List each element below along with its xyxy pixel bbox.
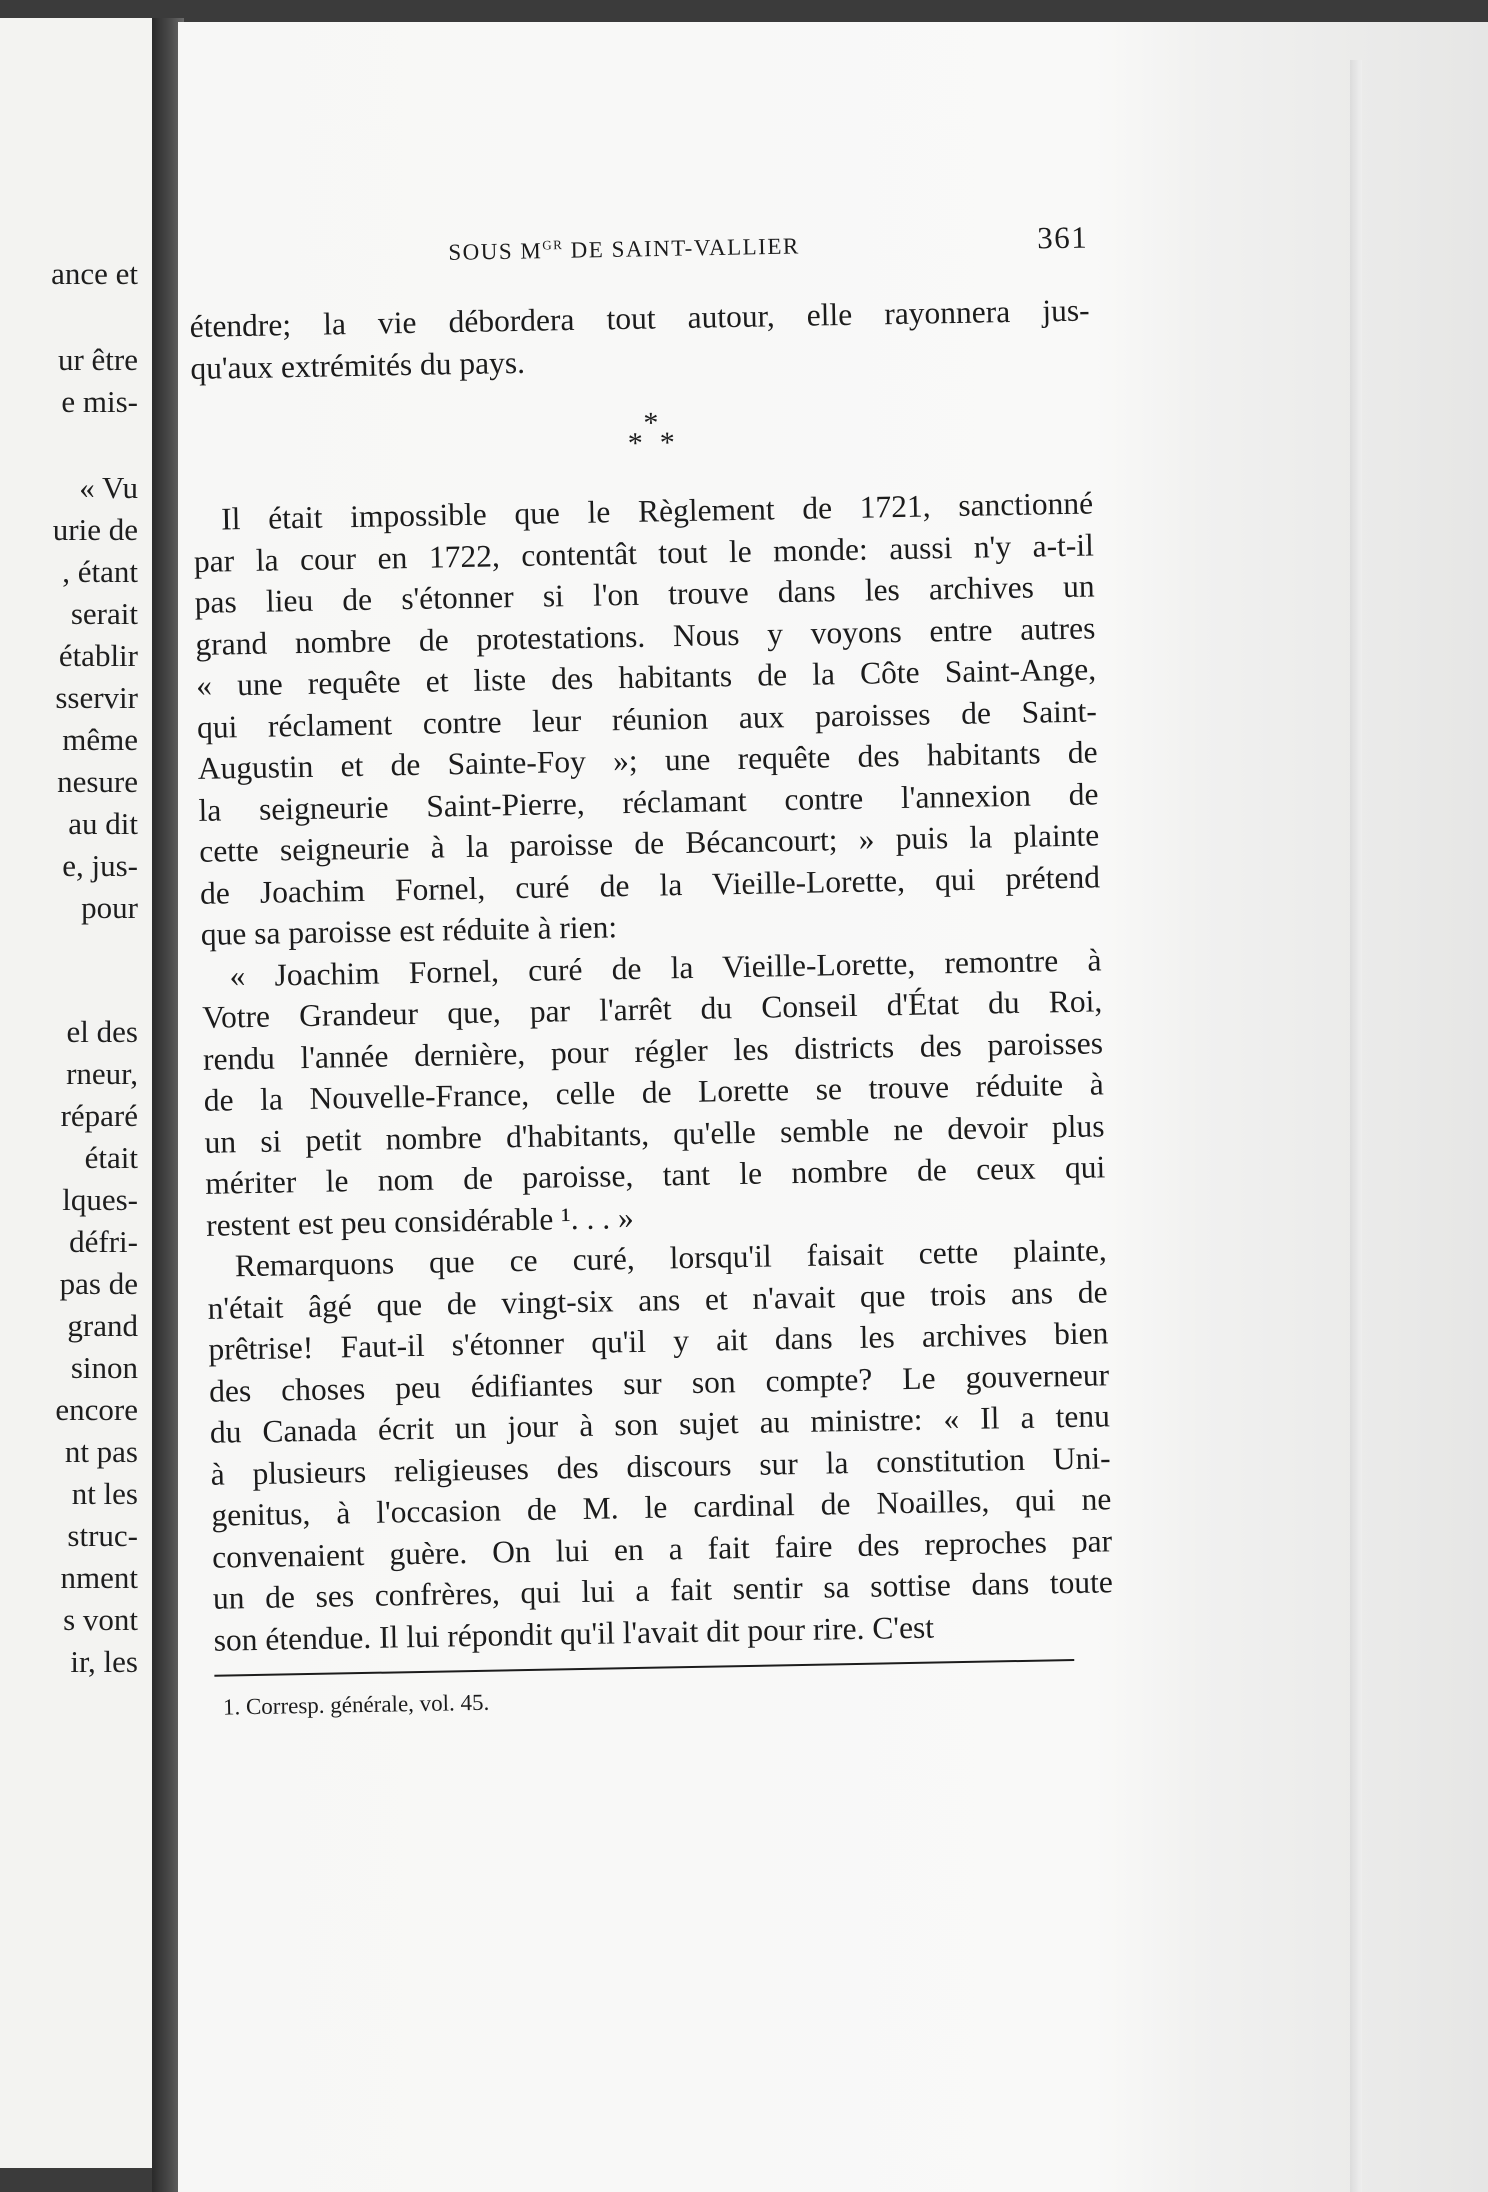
text-line: des choses peu édifiantes sur son compte? Le gouverneur: [208, 1356, 1110, 1409]
asterism-star: *: [643, 406, 659, 440]
left-page-line: s vont: [63, 1602, 138, 1637]
asterism-divider: [191, 372, 1093, 498]
text-line: « une requête et liste des habitants de la Côte Saint-Ange,: [195, 651, 1097, 703]
paragraph-2: [193, 482, 1101, 955]
left-page-line: ir, les: [70, 1644, 138, 1679]
left-page-line: sinon: [70, 1350, 138, 1385]
left-page-line: pour: [81, 890, 138, 925]
left-page-line: grand: [67, 1308, 138, 1343]
text-line: Augustin et de Sainte-Foy »; une requête des habitants de: [197, 734, 1098, 786]
quoted-paragraph: [201, 939, 1106, 1246]
left-page-line: encore: [55, 1392, 138, 1427]
left-page-line: nt pas: [64, 1434, 138, 1469]
footnote: 1. Corresp. générale, vol. 45.: [222, 1689, 490, 1720]
text-line: un de ses confrères, qui lui a fait sentir sa sottise dans toute: [212, 1564, 1114, 1616]
left-page-line: sservir: [55, 680, 138, 715]
text-line: genitus, à l'occasion de M. le cardinal de Noailles, qui ne: [211, 1481, 1112, 1533]
text-line: étendre; la vie débordera tout autour, elle rayonnera jus-: [189, 292, 1090, 344]
left-page-line: ance et: [51, 256, 138, 291]
left-page-line: struc-: [67, 1518, 138, 1553]
text-line: du Canada écrit un jour à son sujet au ministre: « Il a tenu: [209, 1398, 1111, 1450]
text-line: restent est peu considérable ¹. . . »: [205, 1199, 634, 1243]
left-page-line: nment: [60, 1560, 138, 1595]
left-page-line: était: [84, 1140, 138, 1175]
left-page: [0, 18, 158, 2168]
left-page-line: ur être: [57, 342, 138, 377]
text-line: son étendue. Il lui répondit qu'il l'avait dit pour rire. C'est: [213, 1609, 935, 1658]
text-line: prêtrise! Faut-il s'étonner qu'il y ait dans les archives bien: [208, 1315, 1109, 1367]
left-page-line: pas de: [59, 1266, 138, 1301]
running-title: SOUS $M^{GR}$ DE SAINT-VALLIER: [448, 233, 800, 265]
left-page-line: nt les: [71, 1476, 138, 1511]
left-page-line: e, jus-: [62, 848, 138, 883]
text-line: convenaient guère. On lui en a fait faire des reproches par: [211, 1522, 1113, 1575]
text-line: Votre Grandeur que, par l'arrêt du Conseil d'État du Roi,: [202, 983, 1103, 1035]
left-page-line: serait: [70, 596, 138, 631]
left-page-line: défri-: [69, 1224, 138, 1259]
asterism-star: *: [659, 426, 676, 460]
left-page-line: e mis-: [61, 384, 138, 419]
text-line: la seigneurie Saint-Pierre, réclamant contre l'annexion de: [198, 775, 1099, 828]
left-page-line: rneur,: [66, 1056, 138, 1091]
text-line: à plusieurs religieuses des discours sur la constitution Uni-: [210, 1439, 1111, 1492]
left-page-line: , étant: [62, 554, 138, 589]
left-page-line: même: [62, 722, 138, 757]
text-line: de Joachim Fornel, curé de la Vieille-Lorette, qui prétend: [199, 858, 1101, 911]
text-line: de la Nouvelle-France, celle de Lorette se trouve réduite à: [203, 1066, 1105, 1118]
left-page-line: nesure: [57, 764, 138, 799]
text-line: Remarquons que ce curé, lorsqu'il faisait cette plainte,: [234, 1232, 1108, 1284]
left-page-line: lques-: [62, 1182, 138, 1217]
text-line: pas lieu de s'étonner si l'on trouve dans les archives un: [194, 568, 1095, 620]
text-line: rendu l'année dernière, pour régler les districts des paroisses: [202, 1024, 1104, 1077]
text-line: mériter le nom de paroisse, tant le nombre de ceux qui: [205, 1149, 1106, 1201]
left-page-line: établir: [58, 638, 138, 673]
left-page-line: el des: [66, 1014, 138, 1049]
paragraph-4: [207, 1229, 1114, 1660]
text-line: Il était impossible que le Règlement de 1721, sanctionné: [220, 485, 1094, 537]
text-line: grand nombre de protestations. Nous y voyons entre autres: [195, 609, 1096, 662]
left-page-line: « Vu: [79, 470, 138, 505]
text-line: qu'aux extrémités du pays.: [190, 344, 526, 386]
asterism-star: *: [627, 426, 644, 460]
page-edge-shadow: [1350, 60, 1362, 2192]
text-line: par la cour en 1722, contentât tout le monde: aussi n'y a-t-il: [193, 526, 1095, 579]
footnote-rule: [214, 1659, 1074, 1677]
text-line: cette seigneurie à la paroisse de Bécancourt; » puis la plainte: [198, 817, 1100, 869]
left-page-line: urie de: [52, 512, 138, 547]
page-text-block: [188, 220, 1115, 1721]
left-page-line: réparé: [60, 1098, 138, 1133]
text-line: que sa paroisse est réduite à rien:: [200, 909, 618, 952]
text-line: n'était âgé que de vingt-six ans et n'avait que trois ans de: [207, 1273, 1108, 1326]
text-line: un si petit nombre d'habitants, qu'elle semble ne devoir plus: [204, 1107, 1105, 1160]
page-number: 361: [1036, 219, 1089, 256]
left-page-line: au dit: [68, 806, 138, 841]
text-line: qui réclament contre leur réunion aux paroisses de Saint-: [196, 692, 1098, 745]
text-line: « Joachim Fornel, curé de la Vieille-Lorette, remontre à: [229, 941, 1102, 993]
